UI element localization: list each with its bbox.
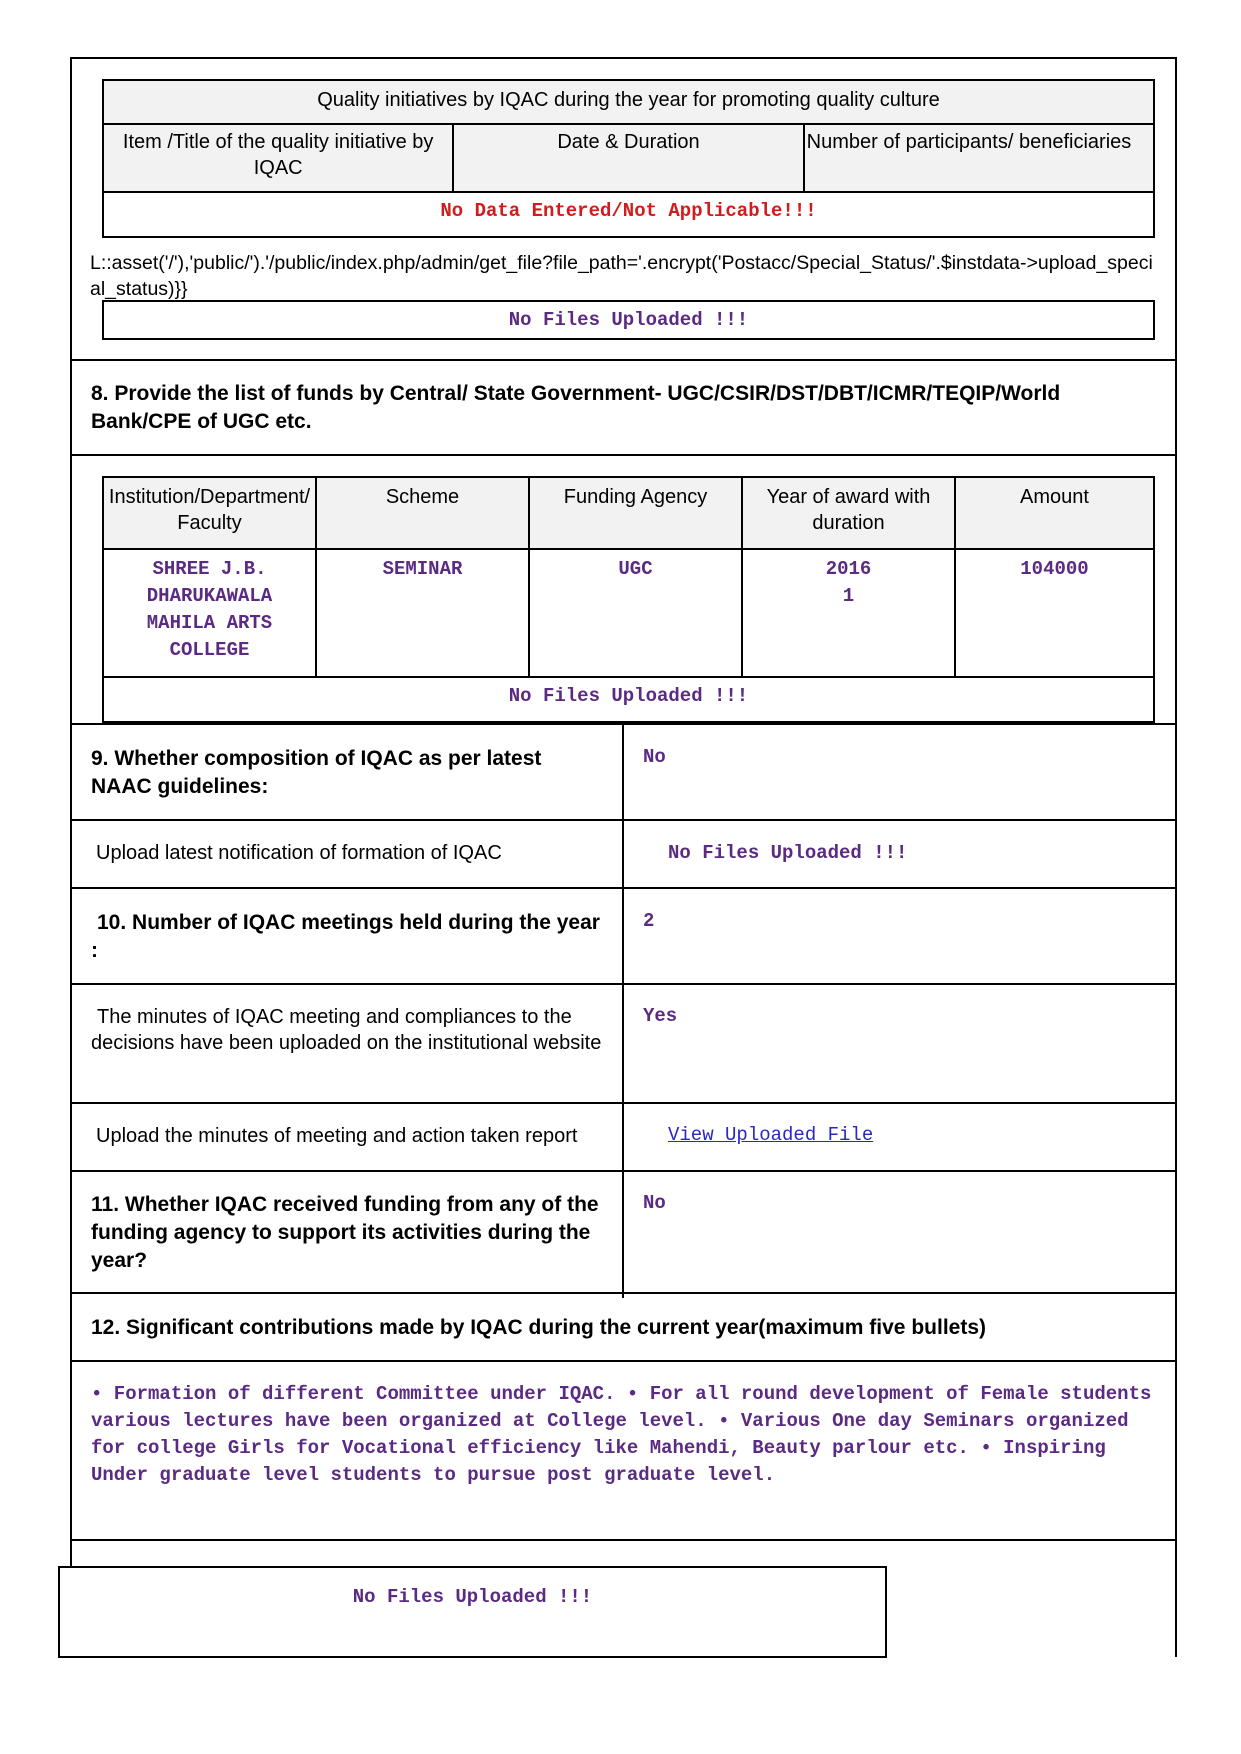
- divider: [70, 887, 1177, 889]
- divider: [70, 1170, 1177, 1172]
- q10-question: 10. Number of IQAC meetings held during the year :: [91, 911, 600, 962]
- q12-question: 12. Significant contributions made by IQAC during the current year(maximum five bullets): [91, 1316, 986, 1339]
- q9-upload-label: Upload latest notification of formation of IQAC: [96, 842, 502, 864]
- divider: [70, 1539, 1177, 1541]
- funds-table: [102, 476, 1155, 723]
- column-header: Funding Agency: [529, 477, 742, 549]
- q9-upload-value: No Files Uploaded !!!: [668, 842, 908, 864]
- table-header-row: [103, 124, 1154, 192]
- column-divider: [622, 723, 624, 1298]
- no-files-message: No Files Uploaded !!!: [352, 1586, 593, 1608]
- cell-funding-agency: UGC: [529, 549, 742, 677]
- divider: [70, 1102, 1177, 1104]
- cell-year: 2016 1: [742, 549, 955, 677]
- q10-answer: 2: [643, 910, 655, 932]
- divider: [70, 819, 1177, 821]
- table-row: [103, 192, 1154, 237]
- table-row: [103, 549, 1154, 677]
- q10-upload-label: Upload the minutes of meeting and action taken report: [96, 1125, 578, 1147]
- no-files-message: No Files Uploaded !!!: [103, 677, 1154, 722]
- no-data-message: No Data Entered/Not Applicable!!!: [103, 192, 1154, 237]
- column-header: Date & Duration: [453, 124, 803, 192]
- q11-question: 11. Whether IQAC received funding from any of the funding agency to support its activities during the year?: [91, 1193, 599, 1272]
- column-header: Institution/Department/Faculty: [103, 477, 316, 549]
- cell-scheme: SEMINAR: [316, 549, 529, 677]
- cell-amount: 104000: [955, 549, 1154, 677]
- cell-institution: SHREE J.B. DHARUKAWALA MAHILA ARTS COLLEGE: [103, 549, 316, 677]
- column-header: Scheme: [316, 477, 529, 549]
- q11-answer: No: [643, 1192, 666, 1214]
- quality-initiatives-table: [102, 79, 1155, 238]
- column-header: Number of participants/ beneficiaries: [804, 124, 1154, 192]
- q9-answer: No: [643, 746, 666, 768]
- no-files-box: No Files Uploaded !!!: [102, 300, 1155, 340]
- divider: [70, 454, 1177, 456]
- divider: [70, 983, 1177, 985]
- table-header-row: [103, 80, 1154, 124]
- table-header-row: [103, 477, 1154, 549]
- divider: [70, 1360, 1177, 1362]
- column-header: Item /Title of the quality initiative by IQAC: [103, 124, 453, 192]
- asset-code-text: L::asset('/'),'public/').'/public/index.php/admin/get_file?file_path='.encrypt('Postacc/Special_Status/'.$instdata->upload_special_status)}}: [90, 252, 1153, 300]
- q10-minutes-label: The minutes of IQAC meeting and compliances to the decisions have been uploaded on the institutional website: [91, 1006, 602, 1054]
- table-row: [103, 677, 1154, 722]
- divider: [70, 1292, 1177, 1294]
- column-header: Amount: [955, 477, 1154, 549]
- column-header: Year of award with duration: [742, 477, 955, 549]
- q8-question: 8. Provide the list of funds by Central/ State Government- UGC/CSIR/DST/DBT/ICMR/TEQIP/World Bank/CPE of UGC etc.: [91, 382, 1061, 433]
- q12-answer: • Formation of different Committee under IQAC. • For all round development of Female students various lectures have been organized at College level. • Various One day Seminars organized for college Girls for Vocational efficiency like Mahendi, Beauty parlour etc. • Inspiring Under graduate level students to pursue post graduate level.: [91, 1383, 1152, 1486]
- q10-minutes-answer: Yes: [643, 1005, 678, 1027]
- q9-question: 9. Whether composition of IQAC as per latest NAAC guidelines:: [91, 747, 542, 798]
- divider: [70, 359, 1177, 361]
- view-uploaded-file-link[interactable]: View Uploaded File: [668, 1124, 874, 1146]
- quality-initiatives-title: Quality initiatives by IQAC during the year for promoting quality culture: [103, 80, 1154, 124]
- no-files-box: [58, 1566, 887, 1658]
